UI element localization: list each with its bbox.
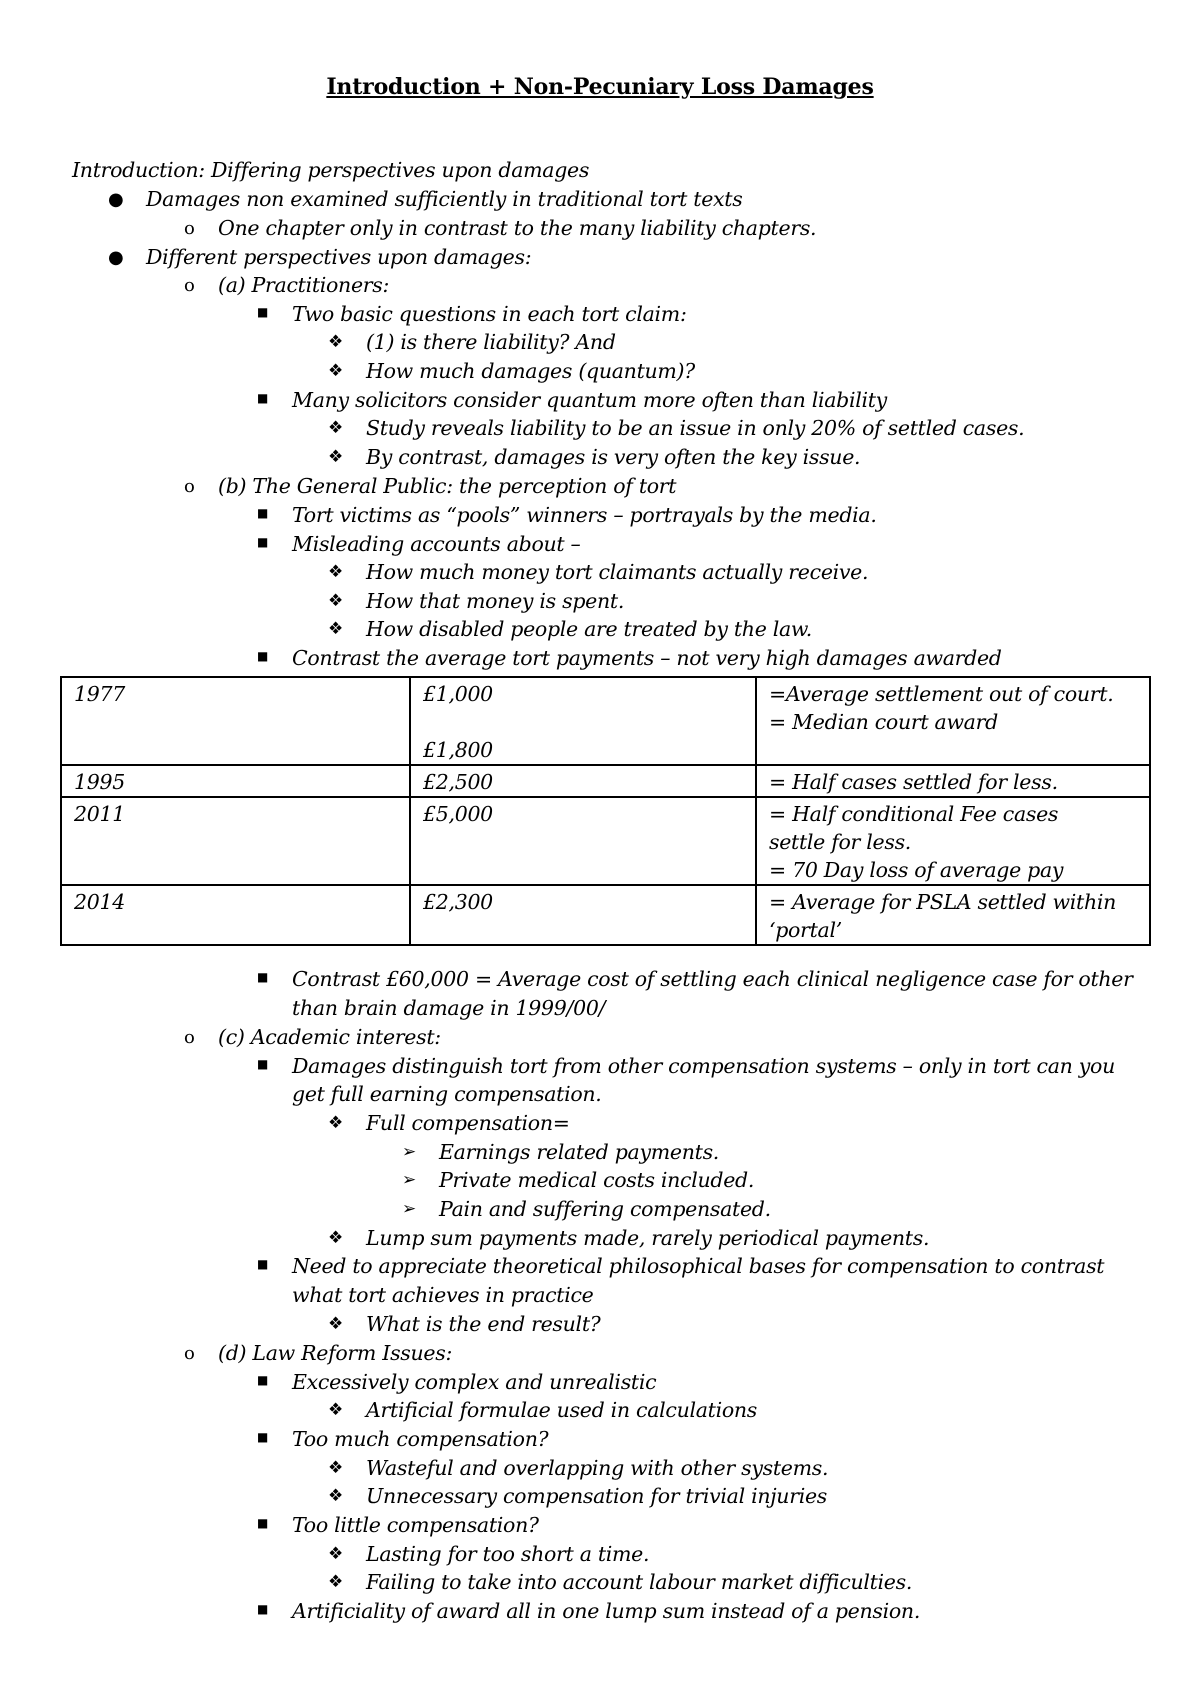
outline-item: Earnings related payments. bbox=[439, 1140, 720, 1164]
diamond-bullet-icon: ❖ bbox=[328, 447, 344, 467]
outline-item: Artificial formulae used in calculations bbox=[366, 1398, 758, 1422]
outline-item: what tort achieves in practice bbox=[292, 1283, 594, 1307]
note-text: = Half conditional Fee cases bbox=[769, 802, 1059, 826]
circle-bullet-icon: o bbox=[184, 1343, 195, 1364]
note-text: settle for less. bbox=[769, 830, 912, 854]
square-bullet-icon: ■ bbox=[257, 391, 269, 405]
year-cell: 2014 bbox=[61, 885, 410, 945]
outline-item: Contrast the average tort payments – not very high damages awarded bbox=[292, 646, 1002, 670]
amount-text: £1,800 bbox=[423, 738, 493, 762]
outline-item: than brain damage in 1999/00/ bbox=[292, 996, 606, 1020]
outline-item: One chapter only in contrast to the many liability chapters. bbox=[218, 216, 817, 240]
outline-item: (c) Academic interest: bbox=[218, 1025, 441, 1049]
diamond-bullet-icon: ❖ bbox=[328, 1544, 344, 1564]
diamond-bullet-icon: ❖ bbox=[328, 591, 344, 611]
arrow-bullet-icon: ➢ bbox=[402, 1142, 417, 1162]
outline-item: Unnecessary compensation for trivial injuries bbox=[366, 1484, 828, 1508]
year-cell: 2011 bbox=[61, 797, 410, 885]
square-bullet-icon: ■ bbox=[257, 305, 269, 319]
outline-item: Need to appreciate theoretical philosophical bases for compensation to contrast bbox=[292, 1254, 1105, 1278]
note-text: = 70 Day loss of average pay bbox=[769, 858, 1064, 882]
diamond-bullet-icon: ❖ bbox=[328, 1314, 344, 1334]
circle-bullet-icon: o bbox=[184, 218, 195, 239]
outline-item: (1) is there liability? And bbox=[366, 330, 616, 354]
outline-item: Too much compensation? bbox=[292, 1427, 549, 1451]
circle-bullet-icon: o bbox=[184, 1027, 195, 1048]
bullet-icon: ● bbox=[108, 247, 124, 268]
square-bullet-icon: ■ bbox=[257, 1373, 269, 1387]
outline-item: (d) Law Reform Issues: bbox=[218, 1341, 453, 1365]
amount-cell: £2,500 bbox=[410, 765, 756, 797]
table-row bbox=[61, 797, 1150, 885]
diamond-bullet-icon: ❖ bbox=[328, 1572, 344, 1592]
note-cell bbox=[756, 797, 1150, 885]
diamond-bullet-icon: ❖ bbox=[328, 1458, 344, 1478]
outline-item: Excessively complex and unrealistic bbox=[292, 1370, 657, 1394]
outline-item: Many solicitors consider quantum more often than liability bbox=[292, 388, 887, 412]
diamond-bullet-icon: ❖ bbox=[328, 361, 344, 381]
outline-item: Different perspectives upon damages: bbox=[146, 245, 532, 269]
square-bullet-icon: ■ bbox=[257, 1257, 269, 1271]
circle-bullet-icon: o bbox=[184, 275, 195, 296]
outline-item: Study reveals liability to be an issue in only 20% of settled cases. bbox=[366, 416, 1025, 440]
outline-item: (b) The General Public: the perception of tort bbox=[218, 474, 677, 498]
table-row bbox=[61, 677, 1150, 765]
diamond-bullet-icon: ❖ bbox=[328, 332, 344, 352]
year-cell: 1977 bbox=[61, 677, 410, 765]
arrow-bullet-icon: ➢ bbox=[402, 1170, 417, 1190]
amount-cell bbox=[410, 677, 756, 765]
circle-bullet-icon: o bbox=[184, 476, 195, 497]
square-bullet-icon: ■ bbox=[257, 1516, 269, 1530]
note-cell bbox=[756, 677, 1150, 765]
diamond-bullet-icon: ❖ bbox=[328, 1486, 344, 1506]
diamond-bullet-icon: ❖ bbox=[328, 418, 344, 438]
outline-item: How disabled people are treated by the law. bbox=[366, 617, 812, 641]
outline-item: (a) Practitioners: bbox=[218, 273, 390, 297]
amount-cell: £2,300 bbox=[410, 885, 756, 945]
outline-item: get full earning compensation. bbox=[292, 1082, 602, 1106]
outline-item: How that money is spent. bbox=[366, 589, 625, 613]
outline-item: Artificiality of award all in one lump sum instead of a pension. bbox=[292, 1599, 921, 1623]
square-bullet-icon: ■ bbox=[257, 506, 269, 520]
square-bullet-icon: ■ bbox=[257, 970, 269, 984]
outline-item: Failing to take into account labour market difficulties. bbox=[366, 1570, 913, 1594]
square-bullet-icon: ■ bbox=[257, 1057, 269, 1071]
note-text: =Average settlement out of court. bbox=[769, 682, 1114, 706]
outline-item: What is the end result? bbox=[366, 1312, 601, 1336]
section-heading: Introduction: Differing perspectives upon damages bbox=[72, 158, 590, 182]
outline-item: Pain and suffering compensated. bbox=[439, 1197, 771, 1221]
square-bullet-icon: ■ bbox=[257, 535, 269, 549]
diamond-bullet-icon: ❖ bbox=[328, 1228, 344, 1248]
outline-item: Damages non examined sufficiently in traditional tort texts bbox=[146, 187, 743, 211]
damages-table bbox=[60, 676, 1151, 946]
diamond-bullet-icon: ❖ bbox=[328, 1113, 344, 1133]
outline-item: Private medical costs included. bbox=[439, 1168, 755, 1192]
outline-item: Contrast £60,000 = Average cost of settling each clinical negligence case for other bbox=[292, 967, 1133, 991]
outline-item: Lump sum payments made, rarely periodical payments. bbox=[366, 1226, 930, 1250]
outline-item: Damages distinguish tort from other compensation systems – only in tort can you bbox=[292, 1054, 1115, 1078]
note-cell: = Half cases settled for less. bbox=[756, 765, 1150, 797]
diamond-bullet-icon: ❖ bbox=[328, 1400, 344, 1420]
outline-item: Lasting for too short a time. bbox=[366, 1542, 650, 1566]
diamond-bullet-icon: ❖ bbox=[328, 562, 344, 582]
year-cell: 1995 bbox=[61, 765, 410, 797]
outline-item: How much damages (quantum)? bbox=[366, 359, 695, 383]
table-row bbox=[61, 885, 1150, 945]
outline-item: Too little compensation? bbox=[292, 1513, 539, 1537]
outline-item: Tort victims as “pools” winners – portrayals by the media. bbox=[292, 503, 877, 527]
note-text: ‘portal’ bbox=[769, 918, 842, 942]
note-text: = Median court award bbox=[769, 710, 998, 734]
outline-item: Two basic questions in each tort claim: bbox=[292, 302, 687, 326]
square-bullet-icon: ■ bbox=[257, 649, 269, 663]
note-cell bbox=[756, 885, 1150, 945]
note-text: = Average for PSLA settled within bbox=[769, 890, 1117, 914]
bullet-icon: ● bbox=[108, 189, 124, 210]
outline-item: Wasteful and overlapping with other systems. bbox=[366, 1456, 829, 1480]
table-row bbox=[61, 765, 1150, 797]
diamond-bullet-icon: ❖ bbox=[328, 619, 344, 639]
outline-item: How much money tort claimants actually receive. bbox=[366, 560, 869, 584]
outline-item: Misleading accounts about – bbox=[292, 532, 581, 556]
amount-cell: £5,000 bbox=[410, 797, 756, 885]
document-title: Introduction + Non-Pecuniary Loss Damages bbox=[326, 74, 874, 100]
outline-item: Full compensation= bbox=[366, 1111, 570, 1135]
outline-item: By contrast, damages is very often the key issue. bbox=[366, 445, 861, 469]
square-bullet-icon: ■ bbox=[257, 1430, 269, 1444]
amount-text: £1,000 bbox=[423, 682, 493, 706]
square-bullet-icon: ■ bbox=[257, 1602, 269, 1616]
arrow-bullet-icon: ➢ bbox=[402, 1199, 417, 1219]
